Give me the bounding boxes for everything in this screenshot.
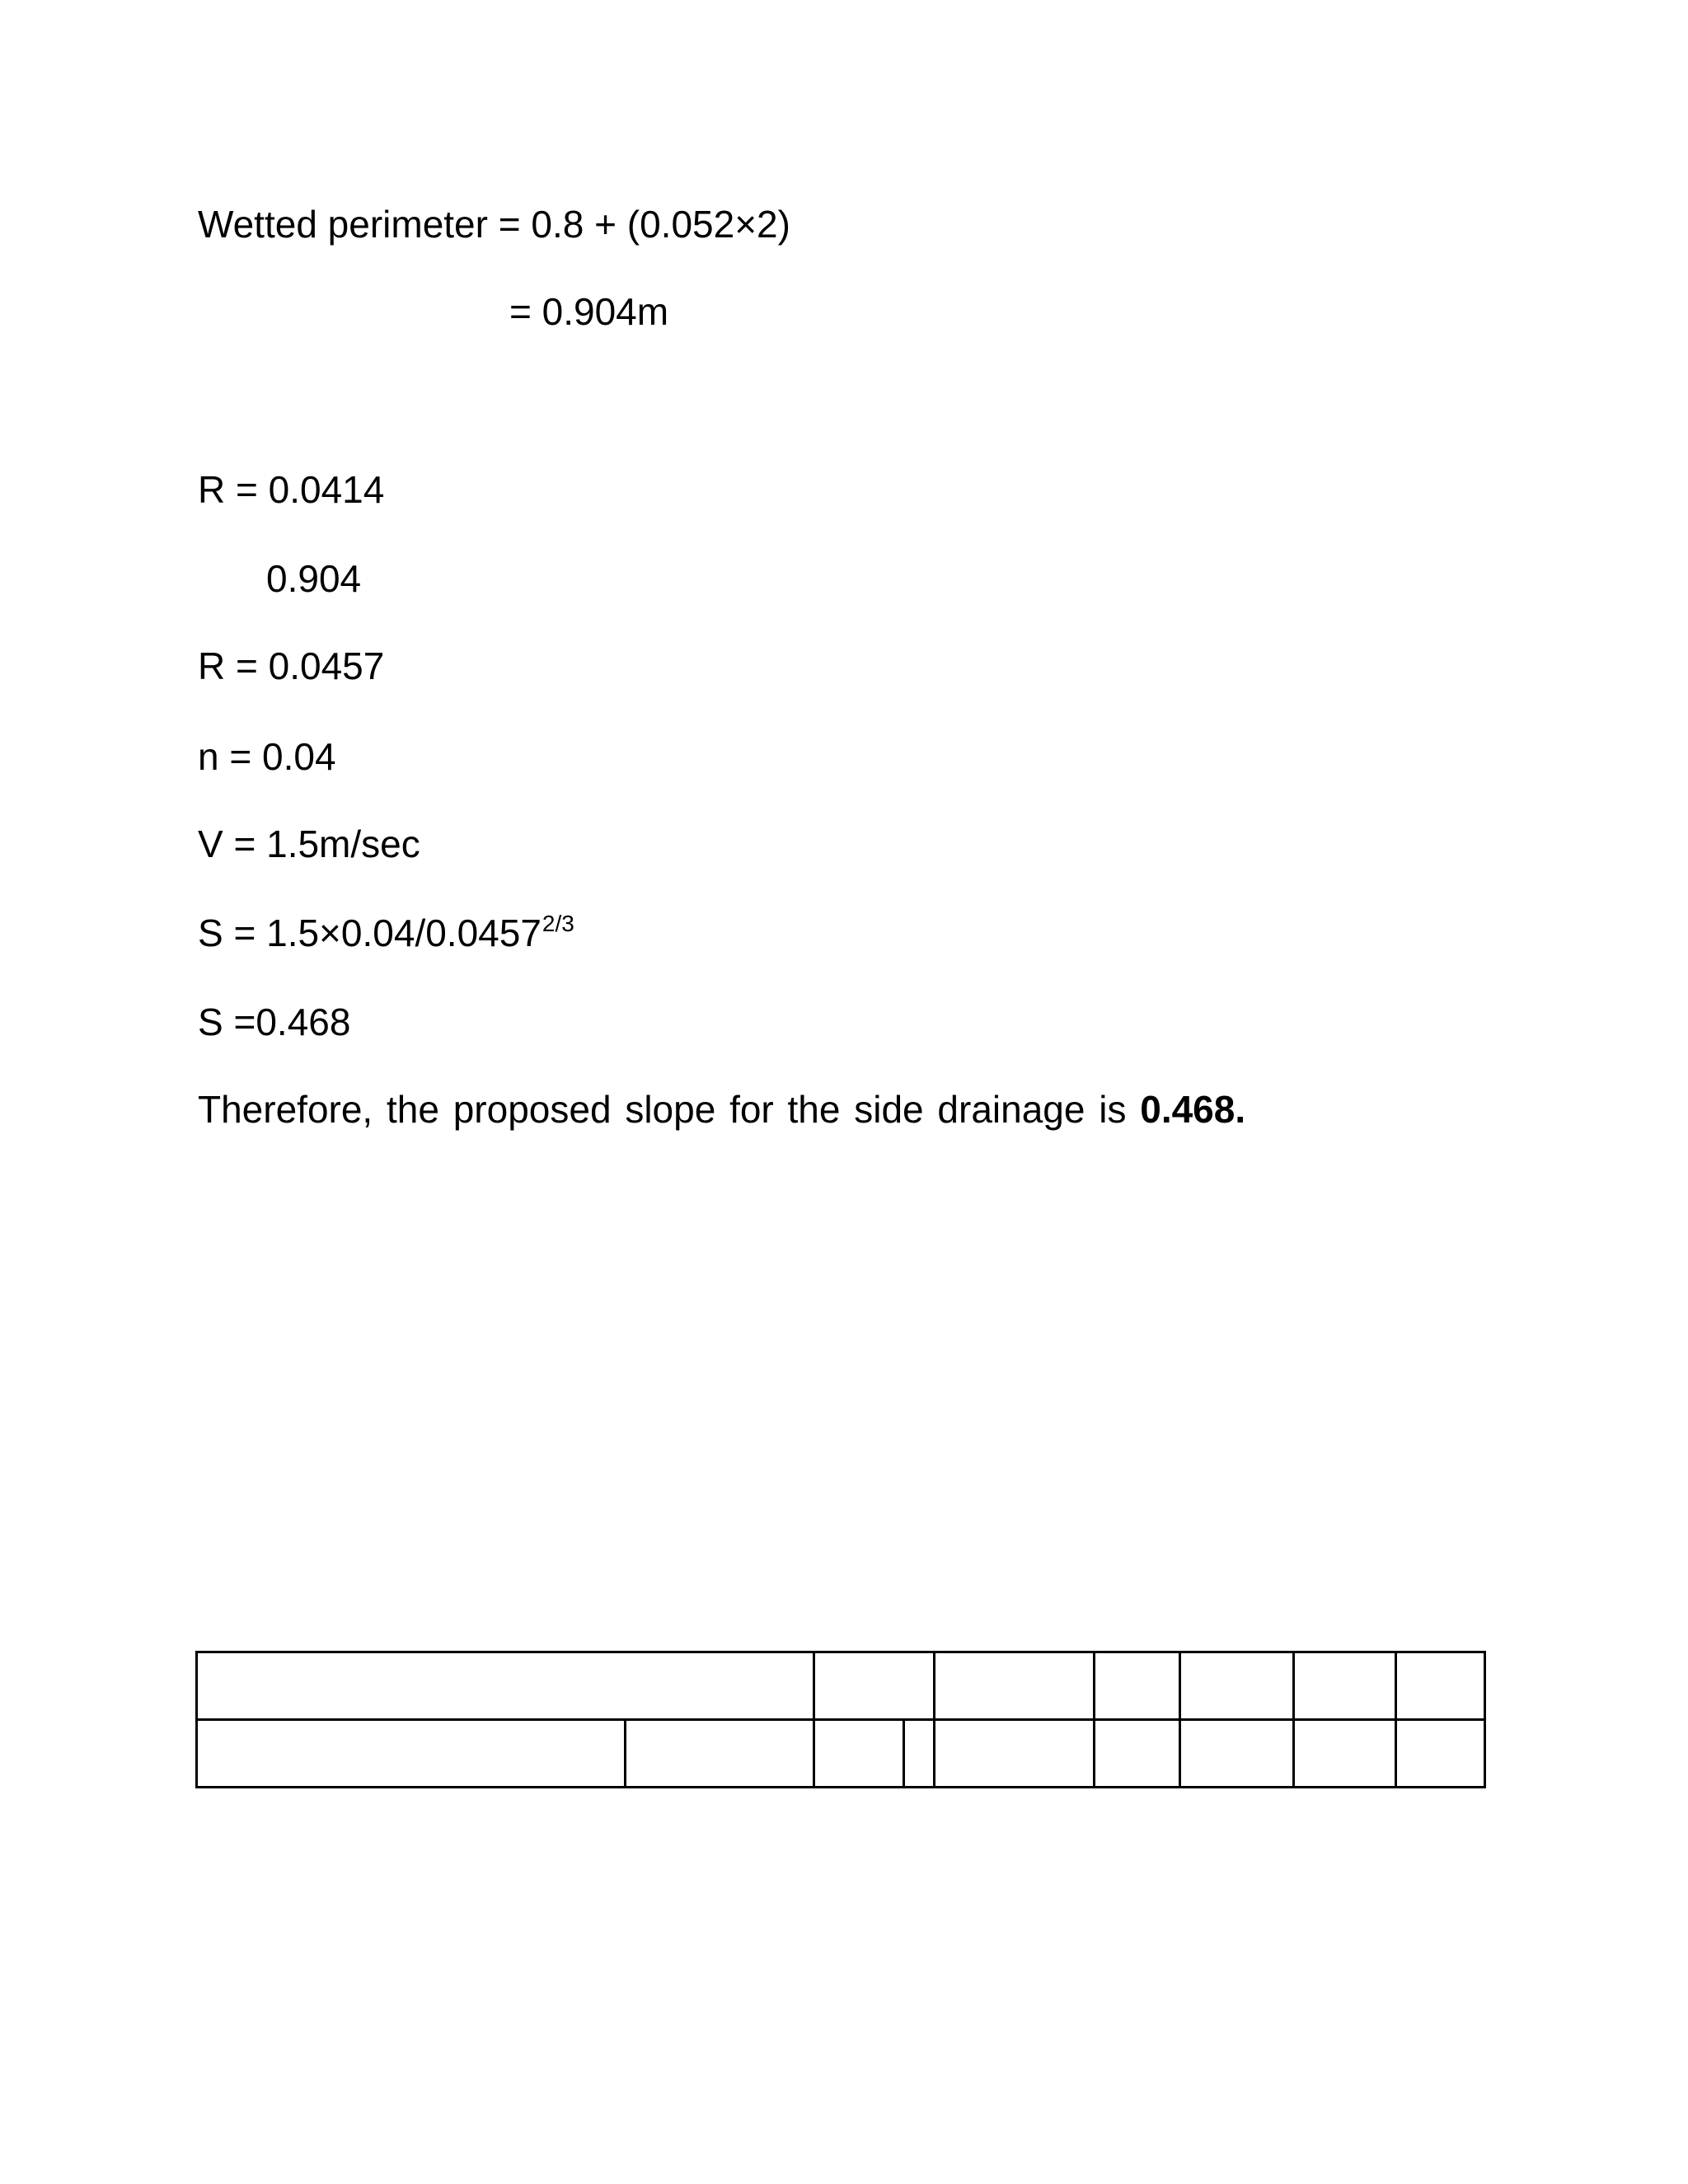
wetted-perimeter-line: Wetted perimeter = 0.8 + (0.052×2) xyxy=(198,203,790,246)
table-column-divider xyxy=(813,1653,815,1786)
s-formula-exponent: 2/3 xyxy=(542,911,574,936)
wetted-perimeter-result-line: = 0.904m xyxy=(509,290,669,333)
conclusion-line xyxy=(198,1086,1245,1132)
table-cell-divider xyxy=(624,1718,626,1786)
table-cell-divider xyxy=(903,1718,905,1786)
table-column-divider xyxy=(1395,1653,1397,1786)
n-value-line: n = 0.04 xyxy=(198,735,336,778)
v-value-line: V = 1.5m/sec xyxy=(198,823,420,865)
r-numerator-line: R = 0.0414 xyxy=(198,468,385,511)
table-row-divider xyxy=(198,1718,1484,1721)
conclusion-value: 0.468. xyxy=(1140,1088,1246,1131)
table-column-divider xyxy=(1179,1653,1181,1786)
empty-form-table xyxy=(195,1651,1486,1788)
table-column-divider xyxy=(1292,1653,1295,1786)
r-result-line: R = 0.0457 xyxy=(198,644,385,687)
s-formula-base: S = 1.5×0.04/0.0457 xyxy=(198,912,542,954)
table-column-divider xyxy=(933,1653,935,1786)
s-formula-line xyxy=(198,910,574,962)
conclusion-text: Therefore, the proposed slope for the side drainage is xyxy=(198,1088,1141,1131)
s-result-line: S =0.468 xyxy=(198,1001,351,1043)
r-denominator-line: 0.904 xyxy=(266,557,362,600)
table-column-divider xyxy=(1093,1653,1095,1786)
